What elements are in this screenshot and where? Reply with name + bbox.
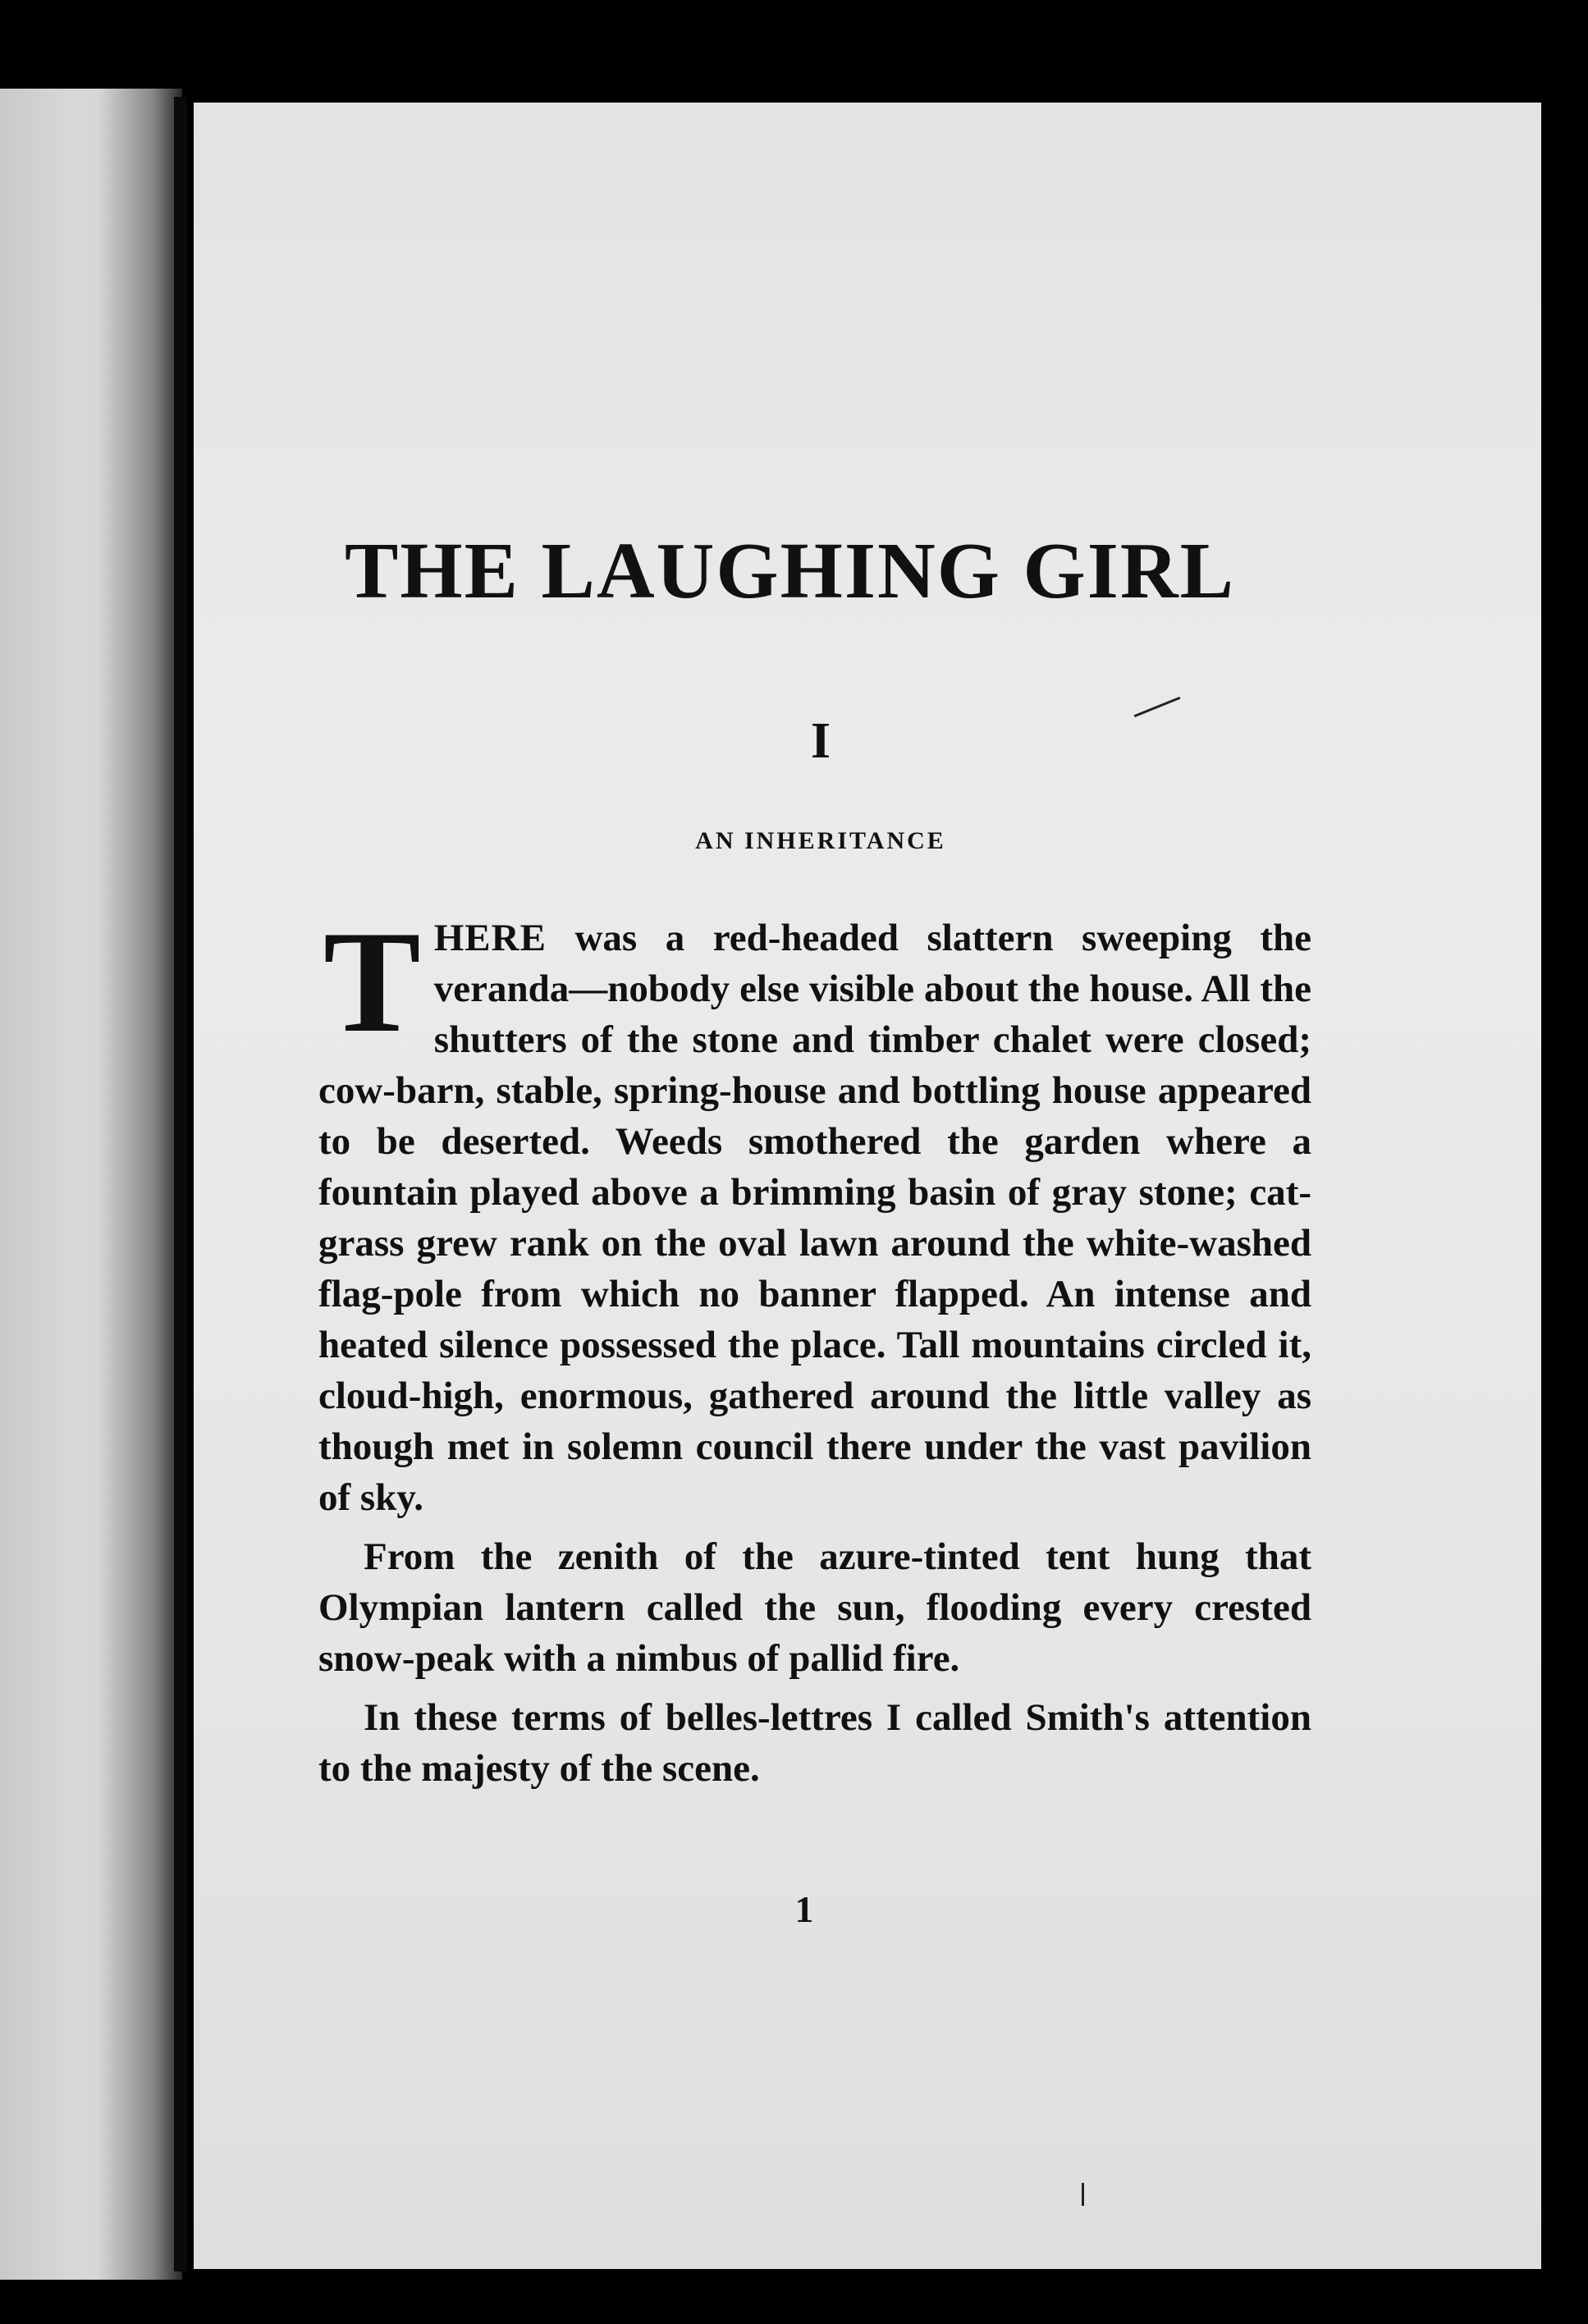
paragraph-1-text: was a red-headed slattern sweeping the veranda—nobody else visible about the house. All the shutters of the stone and timber chalet were closed; cow-barn, stable, spring-house and bottling house appeared to be deserted. Weeds smothered the garden where a fountain played above a brimming basin of gray stone; cat-grass grew rank on the oval lawn around the white-washed flag-pole from which no banner flapped. An intense and heated silence possessed the place. Tall mountains circled it, cloud-high, enormous, gathered around the little valley as though met in solemn council there under the vast pavilion of sky. (318, 917, 1311, 1519)
paragraph-2: From the zenith of the azure-tinted tent hung that Olympian lantern called the sun, flooding every crested snow-peak with a nimbus of pallid fire. (318, 1535, 1311, 1680)
page-number: 1 (794, 1888, 814, 1930)
scan-mark (1082, 2183, 1084, 2206)
paragraph-3: In these terms of belles-lettres I called Smith's attention to the majesty of the scene. (318, 1696, 1311, 1790)
chapter-title: AN INHERITANCE (695, 827, 946, 854)
book-title: THE LAUGHING GIRL (345, 527, 1235, 615)
paragraph-1 (318, 900, 1311, 1523)
opening-word: HERE (433, 917, 547, 959)
book-spine-line (174, 97, 187, 2271)
chapter-number: I (810, 713, 831, 769)
show-through-text (194, 349, 1541, 385)
chapter-body (318, 900, 1311, 1802)
drop-cap: T (323, 900, 421, 1063)
